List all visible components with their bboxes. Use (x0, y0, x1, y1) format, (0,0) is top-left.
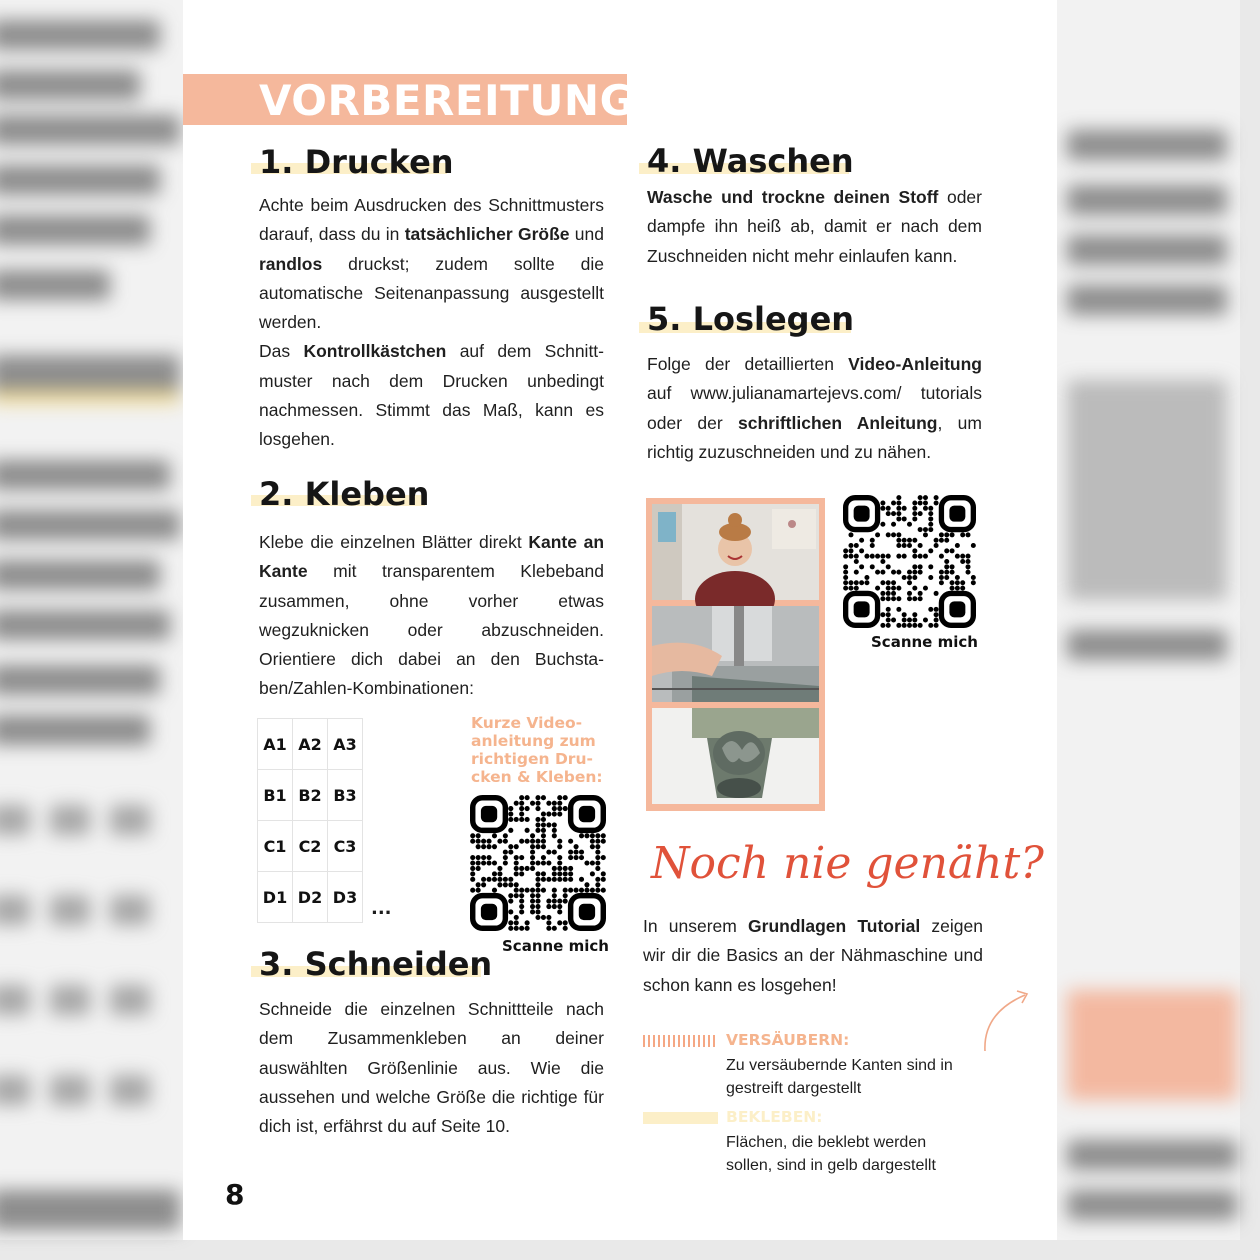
heading-drucken: 1. Drucken (259, 143, 454, 181)
text-segment: Kante an Kante (259, 532, 605, 582)
drucken-part1 (259, 195, 604, 332)
photo-sewing-machine (652, 606, 819, 702)
curved-arrow-icon (979, 985, 1035, 1057)
heading-waschen: 4. Waschen (647, 142, 854, 180)
heading-kleben: 2. Kleben (259, 475, 430, 513)
page-title: VORBEREITUNG (259, 76, 635, 125)
scan-label: Scanne mich (871, 633, 978, 651)
grundlagen-text (643, 912, 983, 1000)
versaeubern-label: VERSÄUBERN: (726, 1031, 850, 1049)
grid-cell: A1 (258, 719, 293, 770)
grid-row (258, 770, 363, 821)
page-number: 8 (225, 1178, 245, 1211)
text-segment: Das (259, 341, 304, 362)
qr-code-icon[interactable] (470, 795, 606, 931)
grid-cell: C1 (258, 821, 293, 872)
grid-row (258, 872, 363, 923)
text-segment: Kontrollkästchen (303, 341, 447, 362)
left-blurred-page (0, 0, 183, 1240)
bekleben-label: BEKLEBEN: (726, 1108, 823, 1126)
heading-loslegen: 5. Loslegen (647, 300, 855, 338)
grid-cell: A2 (293, 719, 328, 770)
text-segment: randlos (259, 253, 323, 274)
drucken-part2 (259, 341, 604, 449)
text-segment: In unserem (643, 916, 749, 936)
text-segment: mit transparentem Klebeband zusammen, ohne vorher etwas wegzuknicken oder abzuschneiden. Orientiere dich dabei an den Buchstaben/Zahlen-Kombinationen: (259, 561, 604, 699)
qr-code-icon[interactable] (843, 495, 976, 628)
grid-cell: D3 (328, 872, 363, 923)
heading-schneiden: 3. Schneiden (259, 945, 493, 983)
kleben-text (259, 528, 604, 704)
text-segment: schriftlichen Anleitung (738, 412, 938, 433)
text-segment: oder dampfe ihn heiß ab, damit er nach dem Zuschneiden nicht mehr einlaufen kann. (647, 187, 982, 266)
page-grid-table (257, 718, 363, 923)
grid-cell: D2 (293, 872, 328, 923)
text-segment: druckst; zudem sollte die automatische Seitenanpassung ausgestellt werden. (259, 253, 604, 333)
photo-presenter (652, 504, 819, 600)
drucken-text (259, 191, 604, 455)
photo-fabric-tube (652, 708, 819, 804)
text-segment: Schneide die einzelnen Schnittteile nach dem Zusammenkleben an deiner auswählten Größenlinie aus. Wie die aussehen und welche Größe die richtige für dich ist, erfährst du auf Seite 10. (259, 999, 604, 1137)
grid-row (258, 719, 363, 770)
text-segment: Folge der detaillierten (647, 354, 849, 374)
grid-more: ... (371, 898, 392, 919)
grid-cell: D1 (258, 872, 293, 923)
striped-swatch (643, 1035, 718, 1047)
bekleben-text: Flächen, die beklebt werden sollen, sind in gelb dargestellt (726, 1134, 936, 1174)
tutorial-photos (646, 498, 825, 811)
text-segment: tatsächlicher Größe (404, 224, 570, 245)
grid-cell: C3 (328, 821, 363, 872)
text-segment: Achte beim Ausdrucken des Schnittmusters darauf, dass du in (259, 195, 604, 245)
text-segment: Video-Anleitung (848, 354, 982, 374)
grid-cell: B2 (293, 770, 328, 821)
grid-cell: A3 (328, 719, 363, 770)
text-segment: Grundlagen Tutorial (748, 916, 921, 936)
manual-page (183, 0, 1057, 1240)
script-heading-text: Noch nie genäht? (651, 838, 1044, 889)
grid-cell: B3 (328, 770, 363, 821)
text-segment: , um richtig zuzuschneiden und zu nähen. (647, 412, 982, 462)
script-heading (647, 820, 1044, 898)
loslegen-text (647, 350, 982, 467)
grid-cell: C2 (293, 821, 328, 872)
scan-label: Scanne mich (502, 937, 609, 955)
grid-cell: B1 (258, 770, 293, 821)
text-segment: auf dem Schnittmuster nach dem Drucken unbedingt nachmessen. Stimmt das Maß, kann es losgehen. (259, 341, 604, 450)
text-segment: Klebe die einzelnen Blätter direkt (259, 532, 529, 552)
grid-row (258, 821, 363, 872)
yellow-swatch (643, 1112, 718, 1124)
video-caption: Kurze Videoanleitung zum richtigen Drucken & Kleben: (471, 714, 603, 786)
versaeubern-text: Zu versäubernde Kanten sind in gestreift dargestellt (726, 1057, 953, 1097)
waschen-text (647, 183, 982, 271)
right-blurred-page (1057, 0, 1240, 1240)
text-segment: auf www.julianamartejevs.com/ tutorials oder der (647, 383, 982, 433)
text-segment: Wasche und trockne deinen Stoff (647, 187, 939, 207)
text-segment: zeigen wir dir die Basics an der Nähmaschine und schon kann es losgehen! (643, 916, 983, 995)
text-segment: und (569, 224, 604, 245)
schneiden-text (259, 995, 604, 1141)
